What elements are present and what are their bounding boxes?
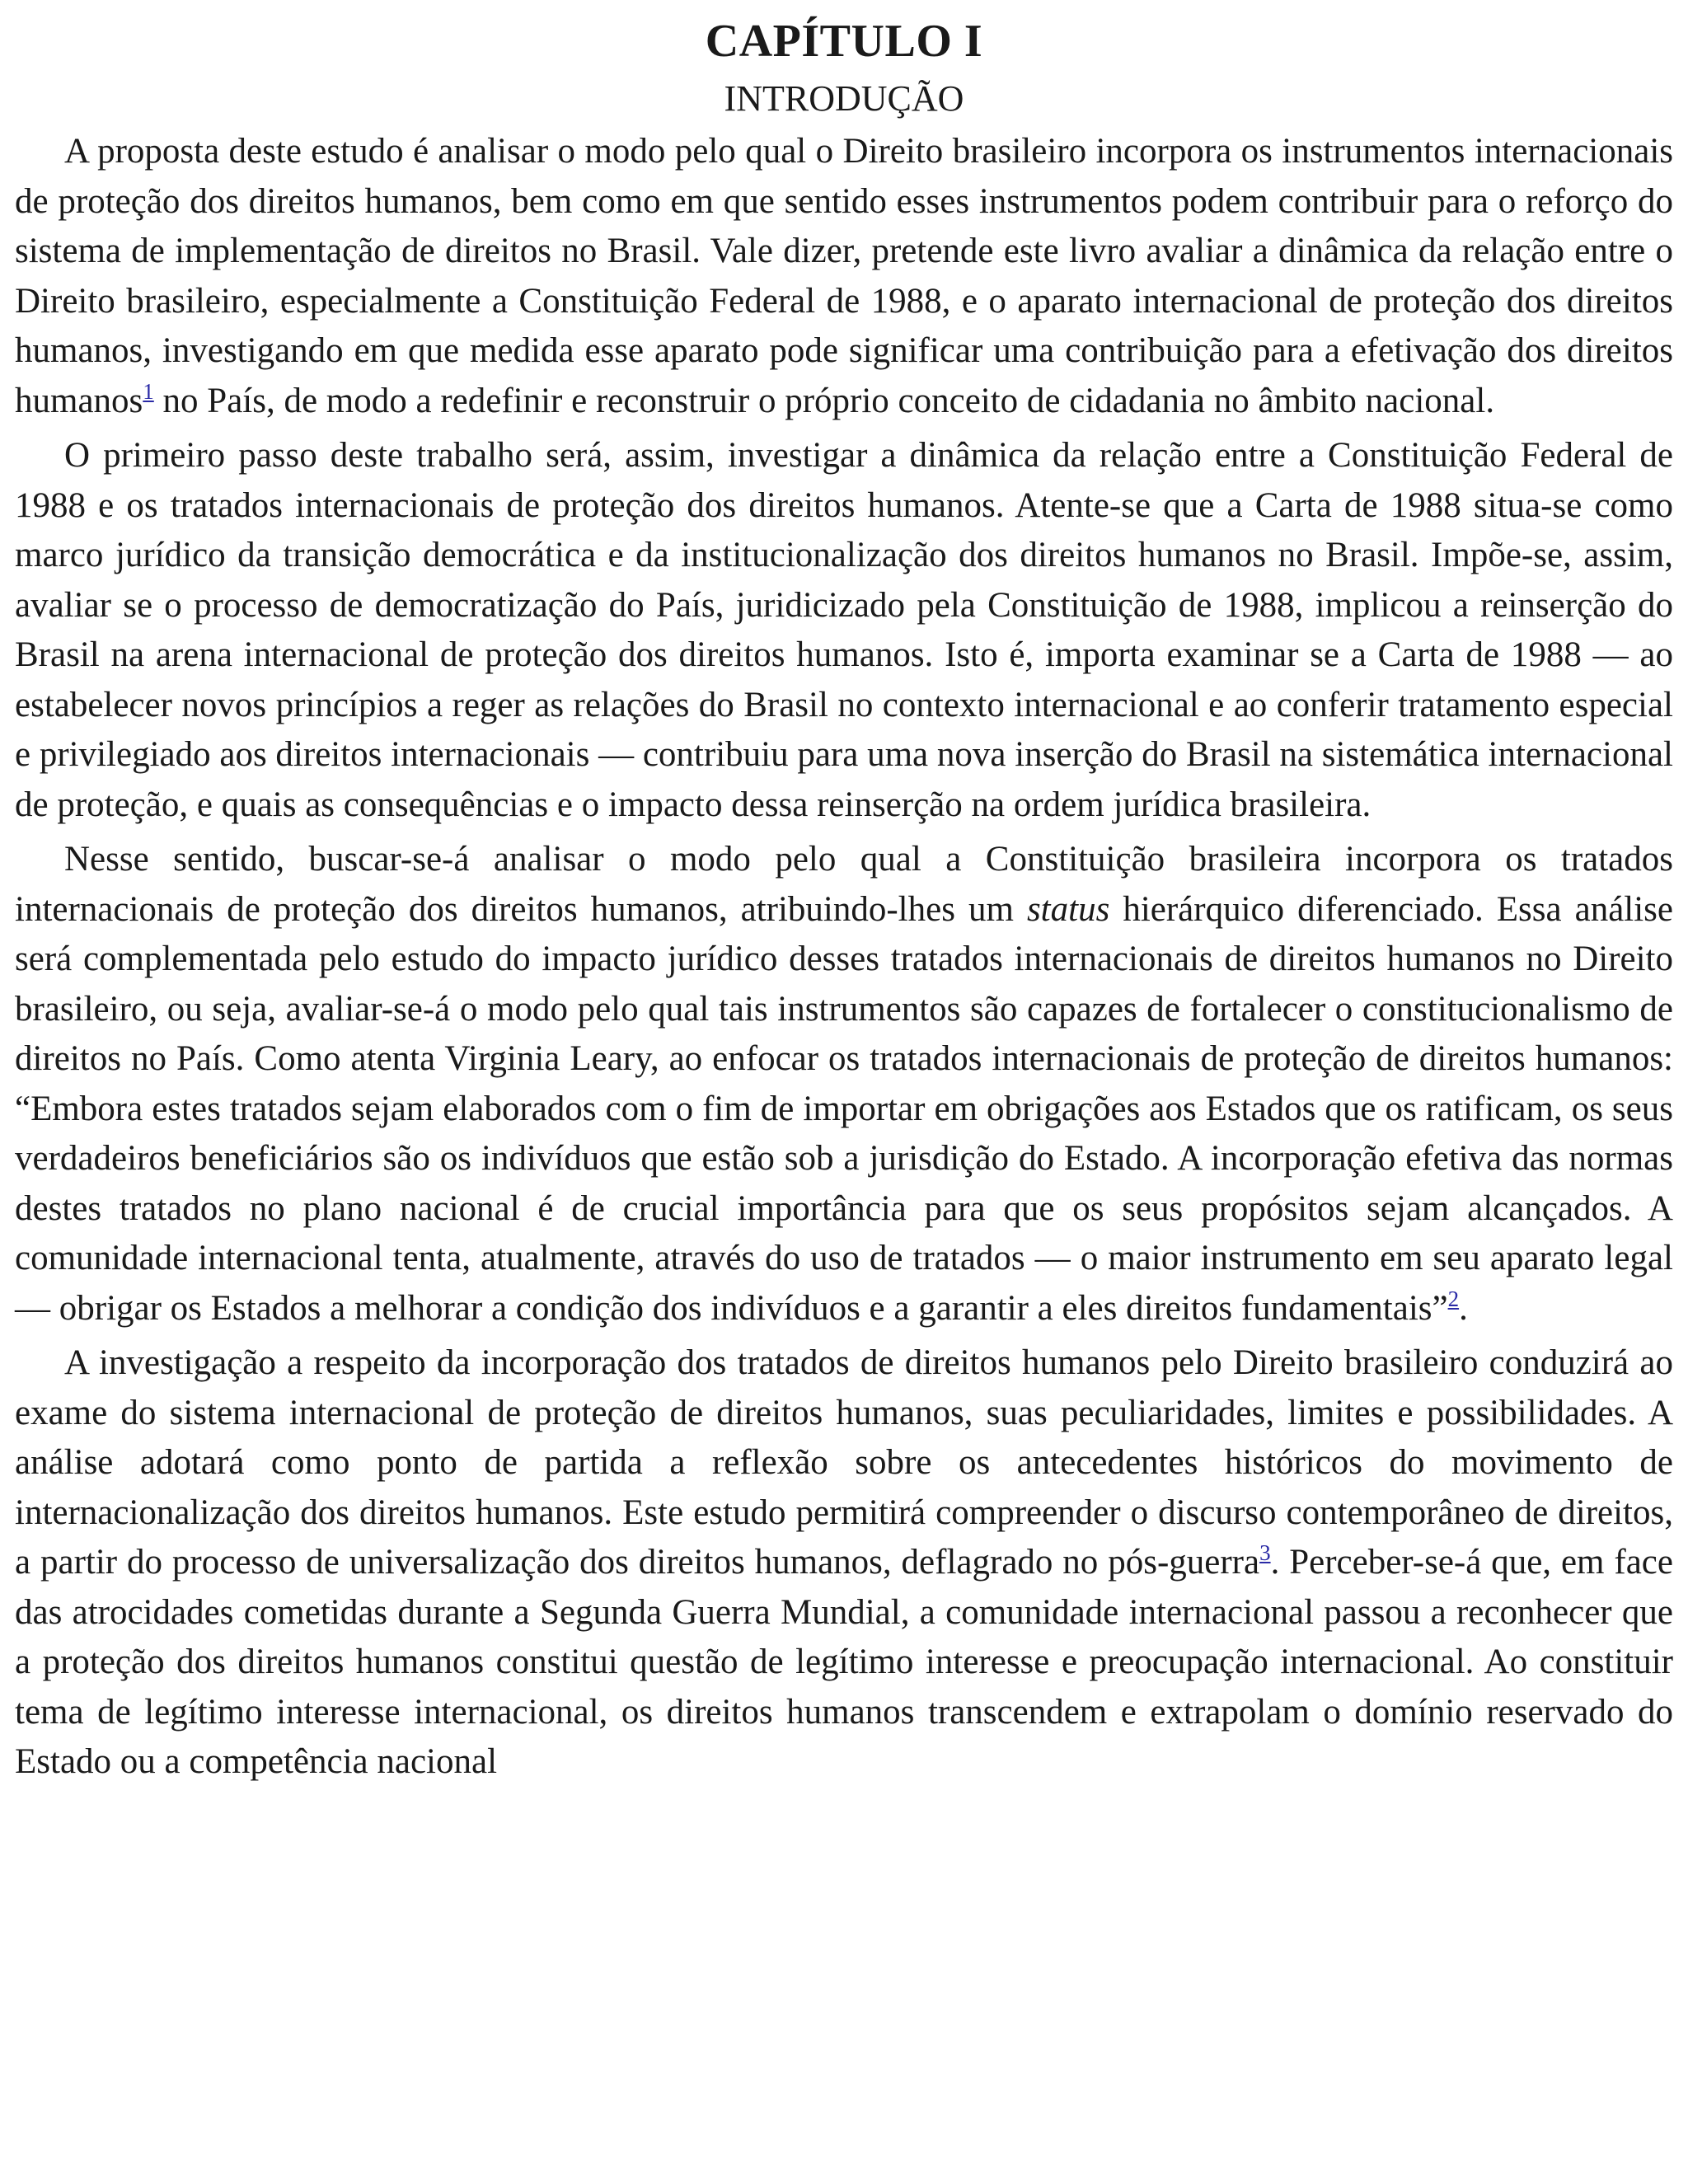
paragraph-3-text-c: . [1459,1288,1468,1328]
paragraph-2: O primeiro passo deste trabalho será, assim, investigar a dinâmica da relação entre a Constituição Federal de 1988 e os tratados internacionais de proteção dos direitos humanos. Atente-se que a Carta de 1988 situa-se como marco jurídico da transição democrática e da institucionalização dos direitos humanos no Brasil. Impõe-se, assim, avaliar se o processo de democratização do País, juridicizado pela Constituição de 1988, implicou a reinserção do Brasil na arena internacional de proteção dos direitos humanos. Isto é, importa examinar se a Carta de 1988 — ao estabelecer novos princípios a reger as relações do Brasil no contexto internacional e ao conferir tratamento especial e privilegiado aos direitos internacionais — contribuiu para uma nova inserção do Brasil na sistemática internacional de proteção, e quais as consequências e o impacto dessa reinserção na ordem jurídica brasileira. [15,436,1673,824]
paragraph-3 [15,835,1673,1333]
paragraph-3-italic-term: status [1026,889,1110,929]
paragraph-4 [15,1338,1673,1788]
paragraph-4-text-b: . Perceber-se-á que, em face das atrocidades cometidas durante a Segunda Guerra Mundial, a comunidade internacional passou a reconhecer que a proteção dos direitos humanos constitui questão de legítimo interesse e preocupação internacional. Ao constituir tema de legítimo interesse internacional, os direitos humanos transcendem e extrapolam o domínio reservado do Estado ou a competência nacional [15,1543,1673,1781]
paragraph-1-text-a: A proposta deste estudo é analisar o modo pelo qual o Direito brasileiro incorpora os instrumentos internacionais de proteção dos direitos humanos, bem como em que sentido esses instrumentos podem contribuir para o reforço do sistema de implementação de direitos no Brasil. Vale dizer, pretende este livro avaliar a dinâmica da relação entre o Direito brasileiro, especialmente a Constituição Federal de 1988, e o aparato internacional de proteção dos direitos humanos, investigando em que medida esse aparato pode significar uma contribuição para a efetivação dos direitos humanos [15,132,1673,420]
book-page [15,0,1673,1788]
paragraph-1 [15,127,1673,426]
paragraph-4-text-a: A investigação a respeito da incorporação dos tratados de direitos humanos pelo Direito brasileiro conduzirá ao exame do sistema internacional de proteção de direitos humanos, suas peculiaridades, limites e possibilidades. A análise adotará como ponto de partida a reflexão sobre os antecedentes históricos do movimento de internacionalização dos direitos humanos. Este estudo permitirá compreender o discurso contemporâneo de direitos, a partir do processo de universalização dos direitos humanos, deflagrado no pós-guerra [15,1343,1673,1582]
chapter-subtitle: INTRODUÇÃO [724,78,964,119]
chapter-title: CAPÍTULO I [705,16,983,67]
paragraph-3-text-a: Nesse sentido, buscar-se-á analisar o modo pelo qual a Constituição brasileira incorpora os tratados internacionais de proteção dos direitos humanos, atribuindo-lhes um [15,840,1673,929]
chapter-body [15,127,1673,1788]
footnote-link-2[interactable]: 2 [1447,1286,1460,1311]
footnote-link-3[interactable]: 3 [1259,1540,1271,1565]
paragraph-3-text-b: hierárquico diferenciado. Essa análise será complementada pelo estudo do impacto jurídico desses tratados internacionais de direitos humanos no Direito brasileiro, ou seja, avaliar-se-á o modo pelo qual tais instrumentos são capazes de fortalecer o constitucionalismo de direitos no País. Como atenta Virginia Leary, ao enfocar os tratados internacionais de proteção de direitos humanos: “Embora estes tratados sejam elaborados com o fim de importar em obrigações aos Estados que os ratificam, os seus verdadeiros beneficiários são os indivíduos que estão sob a jurisdição do Estado. A incorporação efetiva das normas destes tratados no plano nacional é de crucial importância para que os seus propósitos sejam alcançados. A comunidade internacional tenta, atualmente, através do uso de tratados — o maior instrumento em seu aparato legal — obrigar os Estados a melhorar a condição dos indivíduos e a garantir a eles direitos fundamentais” [15,889,1673,1328]
paragraph-1-text-b: no País, de modo a redefinir e reconstruir o próprio conceito de cidadania no âmbito nacional. [153,381,1495,420]
footnote-link-1[interactable]: 1 [143,378,154,404]
